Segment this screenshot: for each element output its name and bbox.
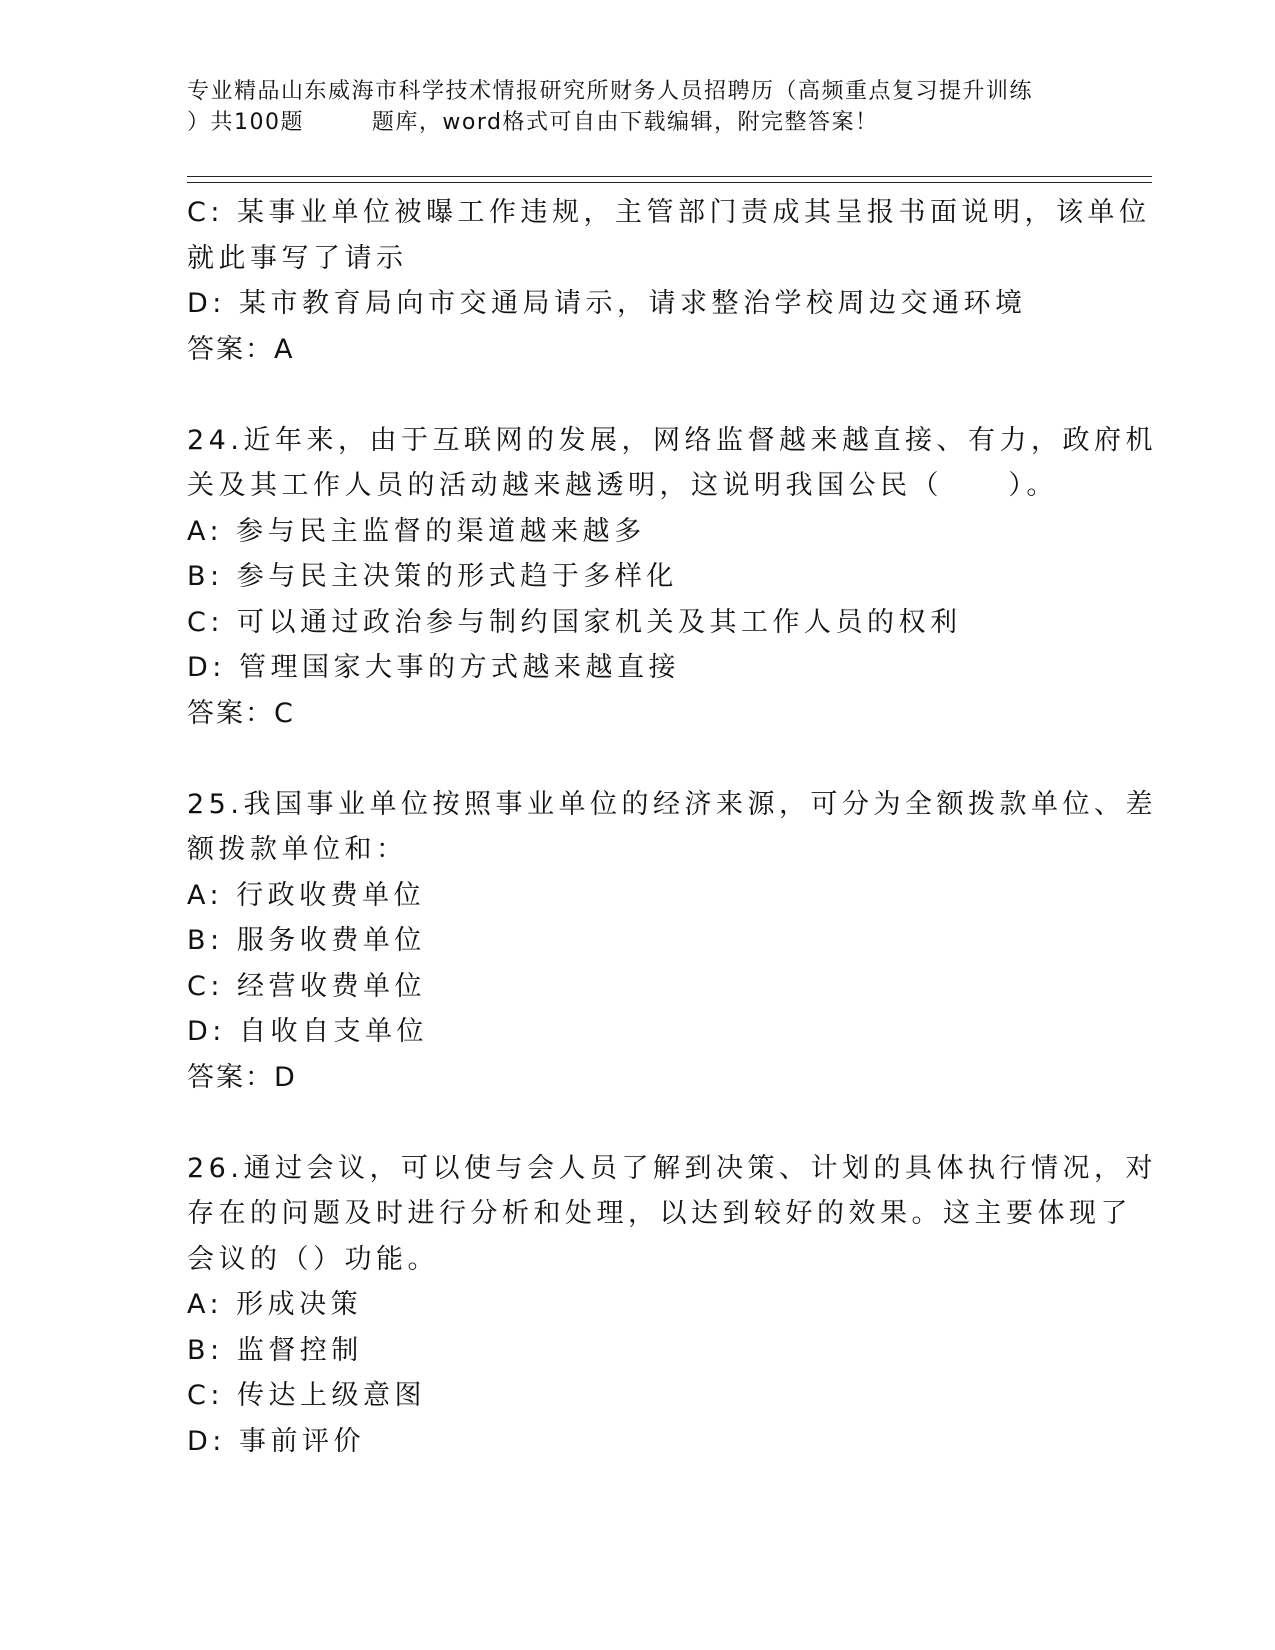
option-c-continued: 就此事写了请示	[187, 242, 408, 274]
option-c: C: 某事业单位被曝工作违规，主管部门责成其呈报书面说明，该单位	[187, 197, 1151, 228]
spacer	[187, 1100, 1087, 1146]
question-stem-continued: 会议的（）功能。	[187, 1243, 439, 1275]
option-a: A: 形成决策	[187, 1289, 363, 1320]
question-26	[187, 1146, 1157, 1465]
question-stem: 24.近年来，由于互联网的发展，网络监督越来越直接、有力，政府机	[187, 424, 1157, 456]
option-c: C: 传达上级意图	[187, 1380, 427, 1411]
question-stem: 26.通过会议，可以使与会人员了解到决策、计划的具体执行情况，对	[187, 1152, 1157, 1184]
option-b: B: 服务收费单位	[187, 925, 426, 956]
spacer	[187, 372, 1087, 418]
option-b: B: 参与民主决策的形式趋于多样化	[187, 561, 678, 592]
answer: 答案：A	[187, 333, 295, 365]
question-stem-continued: 关及其工作人员的活动越来越透明，这说明我国公民（ ）。	[187, 470, 1058, 501]
question-stem-continued: 额拨款单位和：	[187, 834, 408, 865]
option-a: A: 行政收费单位	[187, 879, 426, 911]
document-body	[187, 190, 1157, 1464]
option-d: D: 事前评价	[187, 1425, 365, 1457]
option-c: C: 可以通过政治参与制约国家机关及其工作人员的权利	[187, 606, 962, 638]
option-b: B: 监督控制	[187, 1334, 363, 1366]
option-d: D: 自收自支单位	[187, 1016, 428, 1047]
option-d: D: 某市教育局向市交通局请示，请求整治学校周边交通环境	[187, 288, 1027, 319]
option-d: D: 管理国家大事的方式越来越直接	[187, 652, 680, 683]
header-title-line-1: 专业精品山东威海市科学技术情报研究所财务人员招聘历（高频重点复习提升训练	[187, 79, 1034, 104]
document-header	[187, 76, 1087, 138]
option-a: A: 参与民主监督的渠道越来越多	[187, 515, 646, 547]
answer: 答案：D	[187, 1061, 297, 1093]
answer: 答案：C	[187, 697, 295, 729]
spacer	[187, 736, 1087, 782]
header-divider-bottom	[187, 182, 1152, 183]
header-divider-top	[187, 176, 1152, 177]
question-24	[187, 418, 1157, 737]
header-title-line-2: ）共100题 题库，word格式可自由下载编辑，附完整答案！	[187, 110, 879, 135]
question-stem-continued: 存在的问题及时进行分析和处理，以达到较好的效果。这主要体现了	[187, 1198, 1132, 1229]
question-23-tail	[187, 190, 1151, 372]
question-25	[187, 782, 1157, 1101]
question-stem: 25.我国事业单位按照事业单位的经济来源，可分为全额拨款单位、差	[187, 788, 1157, 820]
option-c: C: 经营收费单位	[187, 970, 427, 1002]
